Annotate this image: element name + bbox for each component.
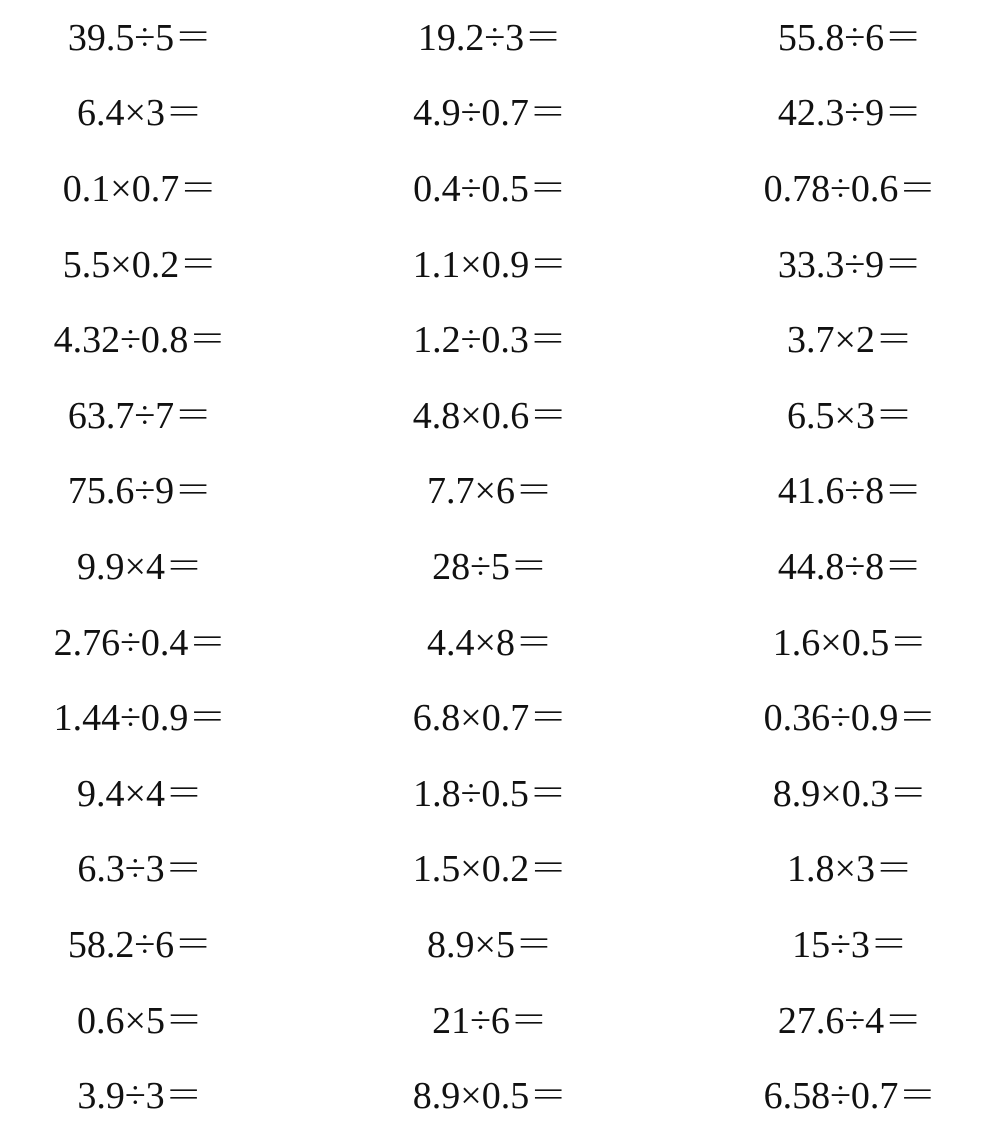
math-problem: 1.1×0.9＝ xyxy=(412,243,568,286)
math-problem: 2.76÷0.4＝ xyxy=(53,621,227,664)
math-problem: 58.2÷6＝ xyxy=(67,923,213,966)
math-problem: 3.7×2＝ xyxy=(787,319,913,362)
math-problem: 41.6÷8＝ xyxy=(777,470,923,513)
math-problem: 5.5×0.2＝ xyxy=(62,243,218,286)
math-problem: 6.8×0.7＝ xyxy=(412,697,568,740)
math-problem: 42.3÷9＝ xyxy=(777,92,923,135)
math-problem: 4.8×0.6＝ xyxy=(412,394,568,437)
math-problem: 6.3÷3＝ xyxy=(77,848,203,891)
math-problem: 9.9×4＝ xyxy=(77,545,203,588)
math-problem: 6.58÷0.7＝ xyxy=(763,1075,937,1118)
math-problem: 15÷3＝ xyxy=(792,923,908,966)
math-problem: 63.7÷7＝ xyxy=(67,394,213,437)
math-problem: 0.6×5＝ xyxy=(77,999,203,1042)
math-problem: 75.6÷9＝ xyxy=(67,470,213,513)
math-problem: 1.6×0.5＝ xyxy=(772,621,928,664)
math-problem: 1.2÷0.3＝ xyxy=(413,319,567,362)
math-problem: 1.44÷0.9＝ xyxy=(53,697,227,740)
math-problem: 8.9×5＝ xyxy=(427,923,553,966)
math-problem: 0.36÷0.9＝ xyxy=(763,697,937,740)
math-problem: 0.78÷0.6＝ xyxy=(763,167,937,210)
math-problem: 39.5÷5＝ xyxy=(67,16,213,59)
math-problem: 8.9×0.3＝ xyxy=(772,772,928,815)
math-problem: 55.8÷6＝ xyxy=(777,16,923,59)
math-problem: 4.4×8＝ xyxy=(427,621,553,664)
math-problem: 3.9÷3＝ xyxy=(77,1075,203,1118)
math-problem: 0.1×0.7＝ xyxy=(62,167,218,210)
math-problem: 21÷6＝ xyxy=(432,999,548,1042)
math-problem: 8.9×0.5＝ xyxy=(412,1075,568,1118)
math-problem: 6.4×3＝ xyxy=(77,92,203,135)
math-problem: 4.32÷0.8＝ xyxy=(53,319,227,362)
math-problem: 33.3÷9＝ xyxy=(777,243,923,286)
math-problem: 44.8÷8＝ xyxy=(777,545,923,588)
math-problem: 28÷5＝ xyxy=(432,545,548,588)
math-problem: 6.5×3＝ xyxy=(787,394,913,437)
math-problem: 19.2÷3＝ xyxy=(417,16,563,59)
math-problem: 1.8÷0.5＝ xyxy=(413,772,567,815)
math-problem: 9.4×4＝ xyxy=(77,772,203,815)
math-problem: 0.4÷0.5＝ xyxy=(413,167,567,210)
math-problem: 27.6÷4＝ xyxy=(777,999,923,1042)
math-problem: 1.8×3＝ xyxy=(787,848,913,891)
math-problem: 7.7×6＝ xyxy=(427,470,553,513)
math-problem: 4.9÷0.7＝ xyxy=(413,92,567,135)
math-problem: 1.5×0.2＝ xyxy=(412,848,568,891)
